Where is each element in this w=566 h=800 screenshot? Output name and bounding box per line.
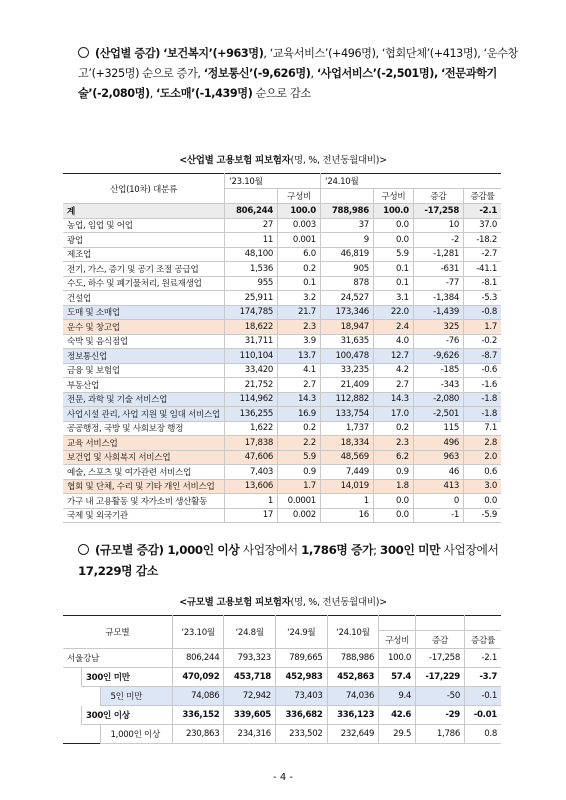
- table-cell: 789,665: [275, 649, 327, 668]
- highlight-science: ‘전문과학기술’(-2,080명): [78, 67, 497, 100]
- table-cell: 232,649: [327, 725, 379, 744]
- table-cell: 2.8: [464, 436, 501, 451]
- table-cell: 1: [225, 494, 278, 509]
- row-label: 제조업: [63, 247, 225, 262]
- table-cell: 793,323: [224, 649, 276, 668]
- table-cell: 17,838: [225, 436, 278, 451]
- table-cell: 0.0001: [278, 494, 321, 509]
- table-cell: 0.9: [373, 465, 413, 480]
- table-cell: 788,986: [320, 204, 373, 219]
- indent-cell: [63, 725, 82, 744]
- table-cell: -50: [416, 687, 465, 706]
- table-cell: 234,316: [224, 725, 276, 744]
- row-label: 1,000인 이상: [100, 725, 172, 744]
- table-row: [63, 706, 501, 725]
- table-cell: -2: [413, 233, 463, 248]
- table-cell: 0.0: [373, 494, 413, 509]
- table-cell: 0.002: [278, 508, 321, 523]
- table-cell: 16.9: [278, 407, 321, 422]
- table-cell: 0.2: [373, 421, 413, 436]
- table-row: [63, 649, 501, 668]
- table-row: [63, 725, 501, 744]
- text-segment: ,: [149, 87, 157, 100]
- table-cell: 0.003: [278, 218, 321, 233]
- row-label: 금융 및 보험업: [63, 363, 225, 378]
- table-cell: -2,080: [413, 392, 463, 407]
- table-cell: 100.0: [373, 204, 413, 219]
- table-cell: -17,258: [416, 649, 465, 668]
- table-cell: 3.0: [464, 479, 501, 494]
- table-cell: 878: [320, 276, 373, 291]
- table-cell: -9,626: [413, 349, 463, 364]
- bullet-circle-icon: [78, 544, 89, 555]
- table-cell: 73,403: [275, 687, 327, 706]
- table-cell: 339,605: [224, 706, 276, 725]
- table-row: [63, 450, 501, 465]
- table-cell: 47,606: [225, 450, 278, 465]
- header-2310: ‘23.10월: [172, 616, 224, 649]
- table-cell: 7,449: [320, 465, 373, 480]
- row-label: 숙박 및 음식점업: [63, 334, 225, 349]
- highlight-health: ‘보건복지’(+963명): [163, 47, 264, 60]
- table-cell: -77: [413, 276, 463, 291]
- table-cell: -0.6: [464, 363, 501, 378]
- table-row: [63, 479, 501, 494]
- table-cell: 0.6: [464, 465, 501, 480]
- table-cell: -0.1: [465, 687, 502, 706]
- row-label: 도매 및 소매업: [63, 305, 225, 320]
- table-cell: -1,281: [413, 247, 463, 262]
- row-label: 사업시설 관리, 사업 지원 및 임대 서비스업: [63, 407, 225, 422]
- table-cell: 33,420: [225, 363, 278, 378]
- row-label: 300인 미만: [82, 668, 173, 687]
- row-label: 국제 및 외국기관: [63, 508, 225, 523]
- highlight-retail: ‘도소매’(-1,439명): [156, 87, 253, 100]
- table-cell: -17,229: [416, 668, 465, 687]
- highlight-business: ‘사업서비스’(-2,501명),: [316, 67, 438, 80]
- table-cell: 18,947: [320, 320, 373, 335]
- table-cell: 325: [413, 320, 463, 335]
- table-row: [63, 349, 501, 364]
- table-cell: 1,737: [320, 421, 373, 436]
- table-cell: 136,255: [225, 407, 278, 422]
- table-cell: 133,754: [320, 407, 373, 422]
- table-cell: -3.7: [465, 668, 502, 687]
- table-cell: 806,244: [172, 649, 224, 668]
- row-label: 부동산업: [63, 378, 225, 393]
- table-row: [63, 668, 501, 687]
- table-cell: 0.2: [278, 421, 321, 436]
- header-blank: [416, 616, 465, 631]
- table-cell: 0.1: [278, 276, 321, 291]
- header-share: 구성비: [379, 631, 416, 649]
- table-cell: 22.0: [373, 305, 413, 320]
- table-cell: -1.6: [464, 378, 501, 393]
- text-segment: 사업장에서: [239, 543, 302, 557]
- table-cell: -76: [413, 334, 463, 349]
- table-cell: 17.0: [373, 407, 413, 422]
- caption-bold: <산업별 고용보험 피보험자: [179, 155, 291, 166]
- table-cell: 1,786: [416, 725, 465, 744]
- header-rate: 증감률: [464, 189, 501, 204]
- table-cell: 336,152: [172, 706, 224, 725]
- industry-table: [63, 173, 501, 523]
- table-cell: 5.9: [278, 450, 321, 465]
- table-cell: 33,235: [320, 363, 373, 378]
- table-cell: 2.7: [373, 378, 413, 393]
- table-cell: 48,569: [320, 450, 373, 465]
- table-cell: 12.7: [373, 349, 413, 364]
- table-cell: 0.1: [373, 276, 413, 291]
- table-cell: 114,962: [225, 392, 278, 407]
- table-cell: 14.3: [278, 392, 321, 407]
- table-row: [63, 392, 501, 407]
- table-cell: 112,882: [320, 392, 373, 407]
- table-cell: 100.0: [379, 649, 416, 668]
- table-row: [63, 378, 501, 393]
- header-blank: [465, 616, 502, 631]
- table-cell: 100.0: [278, 204, 321, 219]
- table-cell: 17: [225, 508, 278, 523]
- table-cell: -41.1: [464, 262, 501, 277]
- caption-rest: (명, %, 전년동월대비)>: [290, 597, 387, 608]
- table-cell: 46,819: [320, 247, 373, 262]
- table-cell: 9.4: [379, 687, 416, 706]
- table2-caption: [0, 594, 566, 608]
- row-label: 교육 서비스업: [63, 436, 225, 451]
- table-cell: -8.1: [464, 276, 501, 291]
- table-cell: 37.0: [464, 218, 501, 233]
- table-cell: -343: [413, 378, 463, 393]
- table-cell: 413: [413, 479, 463, 494]
- table-cell: -0.01: [465, 706, 502, 725]
- table-cell: 1,622: [225, 421, 278, 436]
- header-change: 증감: [413, 189, 463, 204]
- table-row: [63, 687, 501, 706]
- table-cell: 48,100: [225, 247, 278, 262]
- table-cell: 336,123: [327, 706, 379, 725]
- caption-rest: (명, %, 전년동월대비)>: [290, 155, 387, 166]
- header-share2: 구성비: [373, 189, 413, 204]
- table-cell: 21,752: [225, 378, 278, 393]
- table-cell: 233,502: [275, 725, 327, 744]
- table-cell: 1: [320, 494, 373, 509]
- header-blank: [225, 189, 278, 204]
- table-cell: 0.0: [373, 218, 413, 233]
- table-cell: -2.7: [464, 247, 501, 262]
- table-cell: -1,439: [413, 305, 463, 320]
- row-label: 5인 미만: [100, 687, 172, 706]
- industry-summary-paragraph: [78, 44, 518, 104]
- table-cell: 0: [413, 494, 463, 509]
- table-cell: 336,682: [275, 706, 327, 725]
- row-label: 건설업: [63, 291, 225, 306]
- row-label: 광업: [63, 233, 225, 248]
- table-row: [63, 305, 501, 320]
- header-category: 산업(10차) 대분류: [63, 174, 225, 204]
- table-cell: 470,092: [172, 668, 224, 687]
- table-cell: 0.9: [278, 465, 321, 480]
- table-cell: 2.3: [373, 436, 413, 451]
- table-cell: -0.2: [464, 334, 501, 349]
- table-cell: 46: [413, 465, 463, 480]
- row-label: 300인 이상: [82, 706, 173, 725]
- table-cell: 24,527: [320, 291, 373, 306]
- table-cell: 173,346: [320, 305, 373, 320]
- table-cell: 13,606: [225, 479, 278, 494]
- table-cell: 16: [320, 508, 373, 523]
- header-blank: [379, 616, 416, 631]
- table-cell: 7,403: [225, 465, 278, 480]
- table-cell: 0.0: [373, 508, 413, 523]
- table-cell: 453,718: [224, 668, 276, 687]
- table-row: [63, 494, 501, 509]
- table-cell: 74,086: [172, 687, 224, 706]
- row-label: 정보통신업: [63, 349, 225, 364]
- table-cell: 452,863: [327, 668, 379, 687]
- row-label: 농업, 임업 및 어업: [63, 218, 225, 233]
- highlight-300: 300인 미만: [380, 543, 441, 557]
- row-label: 계: [63, 204, 225, 219]
- header-2410: ‘24.10월: [320, 174, 501, 189]
- header-2408: ‘24.8월: [224, 616, 276, 649]
- highlight-decrease: 17,229명 감소: [78, 564, 158, 578]
- header-share: 구성비: [278, 189, 321, 204]
- table-cell: 18,334: [320, 436, 373, 451]
- table-cell: 115: [413, 421, 463, 436]
- indent-cell: [63, 668, 82, 687]
- table-cell: 955: [225, 276, 278, 291]
- row-label: 전문, 과학 및 기술 서비스업: [63, 392, 225, 407]
- table-cell: -18.2: [464, 233, 501, 248]
- table-cell: 18,622: [225, 320, 278, 335]
- table-cell: -631: [413, 262, 463, 277]
- table-cell: -5.9: [464, 508, 501, 523]
- size-table: [63, 615, 501, 744]
- table-cell: 6.0: [278, 247, 321, 262]
- bullet-circle-icon: [78, 47, 89, 58]
- table-cell: 3.9: [278, 334, 321, 349]
- table-row: [63, 363, 501, 378]
- table-cell: -1.8: [464, 407, 501, 422]
- table-cell: -8.7: [464, 349, 501, 364]
- table-cell: -1.8: [464, 392, 501, 407]
- table-cell: 110,104: [225, 349, 278, 364]
- text-segment: ‘운수창고’(+325명) 순으로 증가,: [78, 47, 518, 80]
- header-2409: ‘24.9월: [275, 616, 327, 649]
- table-cell: 2.7: [278, 378, 321, 393]
- table-cell: 2.0: [464, 450, 501, 465]
- table-row: [63, 233, 501, 248]
- table-cell: 1,536: [225, 262, 278, 277]
- row-label: 전기, 가스, 증기 및 공기 조절 공급업: [63, 262, 225, 277]
- table-cell: 9: [320, 233, 373, 248]
- table-cell: 0.1: [373, 262, 413, 277]
- table-cell: 14,019: [320, 479, 373, 494]
- table-cell: 3.1: [373, 291, 413, 306]
- table-row: [63, 262, 501, 277]
- table-cell: 496: [413, 436, 463, 451]
- row-label: 보건업 및 사회복지 서비스업: [63, 450, 225, 465]
- table-cell: 7.1: [464, 421, 501, 436]
- indent-cell: [63, 706, 82, 725]
- table-cell: 4.2: [373, 363, 413, 378]
- table-cell: 1.8: [373, 479, 413, 494]
- table-cell: 2.4: [373, 320, 413, 335]
- table-cell: 174,785: [225, 305, 278, 320]
- header-change: 증감: [416, 631, 465, 649]
- table-cell: 1.7: [464, 320, 501, 335]
- table-cell: 806,244: [225, 204, 278, 219]
- table-cell: -29: [416, 706, 465, 725]
- table-cell: 11: [225, 233, 278, 248]
- size-label: (규모별 증감): [95, 543, 164, 557]
- header-2410: ‘24.10월: [327, 616, 379, 649]
- table-cell: 5.9: [373, 247, 413, 262]
- table-cell: 25,911: [225, 291, 278, 306]
- table-row: [63, 436, 501, 451]
- table-cell: -2.1: [464, 204, 501, 219]
- size-summary-paragraph: [78, 540, 518, 582]
- row-label: 협회 및 단체, 수리 및 기타 개인 서비스업: [63, 479, 225, 494]
- text-segment: 사업장에서: [440, 543, 499, 557]
- table-cell: 230,863: [172, 725, 224, 744]
- table-cell: 3.2: [278, 291, 321, 306]
- table-row: [63, 334, 501, 349]
- table-cell: -185: [413, 363, 463, 378]
- table-cell: 905: [320, 262, 373, 277]
- text-segment: 순으로 감소: [252, 87, 311, 100]
- table-row: [63, 407, 501, 422]
- table-cell: 14.3: [373, 392, 413, 407]
- table-cell: 4.0: [373, 334, 413, 349]
- table-cell: 29.5: [379, 725, 416, 744]
- table-row: [63, 421, 501, 436]
- row-label: 서울강남: [63, 649, 172, 668]
- table-cell: 788,986: [327, 649, 379, 668]
- table-cell: 0.2: [278, 262, 321, 277]
- table-cell: 37: [320, 218, 373, 233]
- caption-bold: <규모별 고용보험 피보험자: [179, 597, 291, 608]
- row-label: 예술, 스포츠 및 여가관련 서비스업: [63, 465, 225, 480]
- table-row: [63, 465, 501, 480]
- table-cell: 4.1: [278, 363, 321, 378]
- table-cell: 13.7: [278, 349, 321, 364]
- indent-cell: [63, 687, 82, 706]
- header-size: 규모별: [63, 616, 172, 649]
- table-row: [63, 247, 501, 262]
- table-cell: 1.7: [278, 479, 321, 494]
- table-row: [63, 508, 501, 523]
- indent-cell: [82, 687, 101, 706]
- table-cell: -0.8: [464, 305, 501, 320]
- table-cell: 27: [225, 218, 278, 233]
- industry-label: (산업별 증감): [95, 47, 160, 60]
- table-cell: -2.1: [465, 649, 502, 668]
- table-cell: 74,036: [327, 687, 379, 706]
- table-row: [63, 204, 501, 219]
- table-cell: 0.0: [464, 494, 501, 509]
- row-label: 운수 및 창고업: [63, 320, 225, 335]
- table-cell: 0.0: [373, 233, 413, 248]
- table-cell: 42.6: [379, 706, 416, 725]
- page-number: - 4 -: [273, 772, 293, 783]
- header-rate: 증감률: [465, 631, 502, 649]
- table-cell: 21.7: [278, 305, 321, 320]
- header-blank: [320, 189, 373, 204]
- table-cell: -1,384: [413, 291, 463, 306]
- table-cell: 100,478: [320, 349, 373, 364]
- table1-caption: [0, 152, 566, 166]
- table-cell: 57.4: [379, 668, 416, 687]
- table-cell: 6.2: [373, 450, 413, 465]
- table-cell: -1: [413, 508, 463, 523]
- table-cell: 2.2: [278, 436, 321, 451]
- text-segment: ,: [310, 67, 317, 80]
- table-cell: 10: [413, 218, 463, 233]
- table-row: [63, 291, 501, 306]
- highlight-ict: ‘정보통신’(-9,626명): [203, 67, 311, 80]
- table-cell: 452,983: [275, 668, 327, 687]
- table-cell: 2.3: [278, 320, 321, 335]
- indent-cell: [82, 725, 101, 744]
- highlight-1000: 1,000인 이상: [163, 543, 240, 557]
- table-cell: 21,409: [320, 378, 373, 393]
- row-label: 수도, 하수 및 폐기물처리, 원료재생업: [63, 276, 225, 291]
- table-cell: 963: [413, 450, 463, 465]
- table-cell: 31,635: [320, 334, 373, 349]
- table-cell: 31,711: [225, 334, 278, 349]
- table-row: [63, 320, 501, 335]
- table-cell: 72,942: [224, 687, 276, 706]
- table-row: [63, 276, 501, 291]
- table-cell: 0.001: [278, 233, 321, 248]
- row-label: 공공행정, 국방 및 사회보장 행정: [63, 421, 225, 436]
- header-2310: ‘23.10월: [225, 174, 321, 189]
- table-cell: -17,258: [413, 204, 463, 219]
- text-segment: ;: [373, 543, 381, 557]
- row-label: 가구 내 고용활동 및 자가소비 생산활동: [63, 494, 225, 509]
- text-segment: , ‘교육서비스’(+496명), ‘협회단체’(+413명),: [263, 47, 481, 60]
- highlight-increase: 1,786명 증가: [301, 543, 374, 557]
- table-cell: -5.3: [464, 291, 501, 306]
- table-cell: 0.8: [465, 725, 502, 744]
- table-row: [63, 218, 501, 233]
- table-cell: -2,501: [413, 407, 463, 422]
